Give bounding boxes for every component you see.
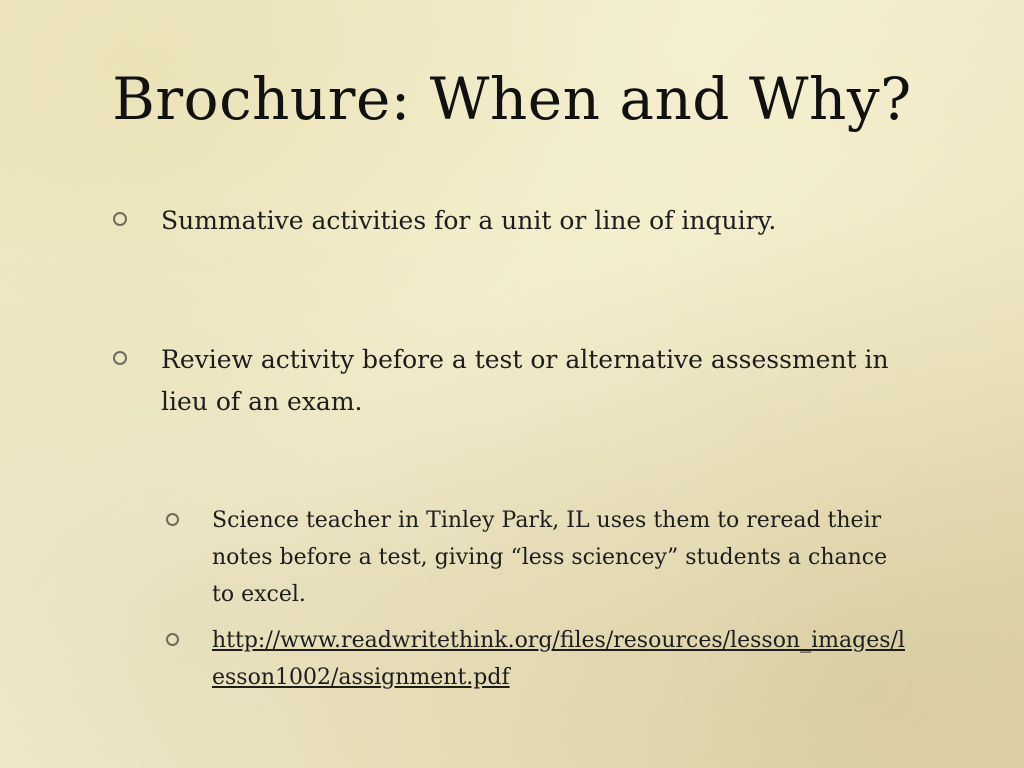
circle-bullet-icon: [166, 633, 179, 646]
sub-bullet-item: [166, 622, 906, 696]
circle-bullet-icon: [166, 513, 179, 526]
bullet-item: [113, 339, 923, 423]
circle-bullet-icon: [113, 351, 127, 365]
bullet-item: [113, 200, 913, 242]
slide-title: Brochure: When and Why?: [112, 65, 912, 133]
sub-bullet-item: [166, 502, 906, 613]
assignment-pdf-link[interactable]: http://www.readwritethink.org/files/resources/lesson_images/lesson1002/assignment.pdf: [212, 628, 905, 690]
circle-bullet-icon: [113, 212, 127, 226]
bullet-text: Review activity before a test or alternative assessment in lieu of an exam.: [161, 345, 889, 416]
sub-bullet-text: Science teacher in Tinley Park, IL uses them to reread their notes before a test, giving “less sciencey” students a chance to excel.: [212, 508, 888, 607]
bullet-text: Summative activities for a unit or line of inquiry.: [161, 206, 777, 235]
